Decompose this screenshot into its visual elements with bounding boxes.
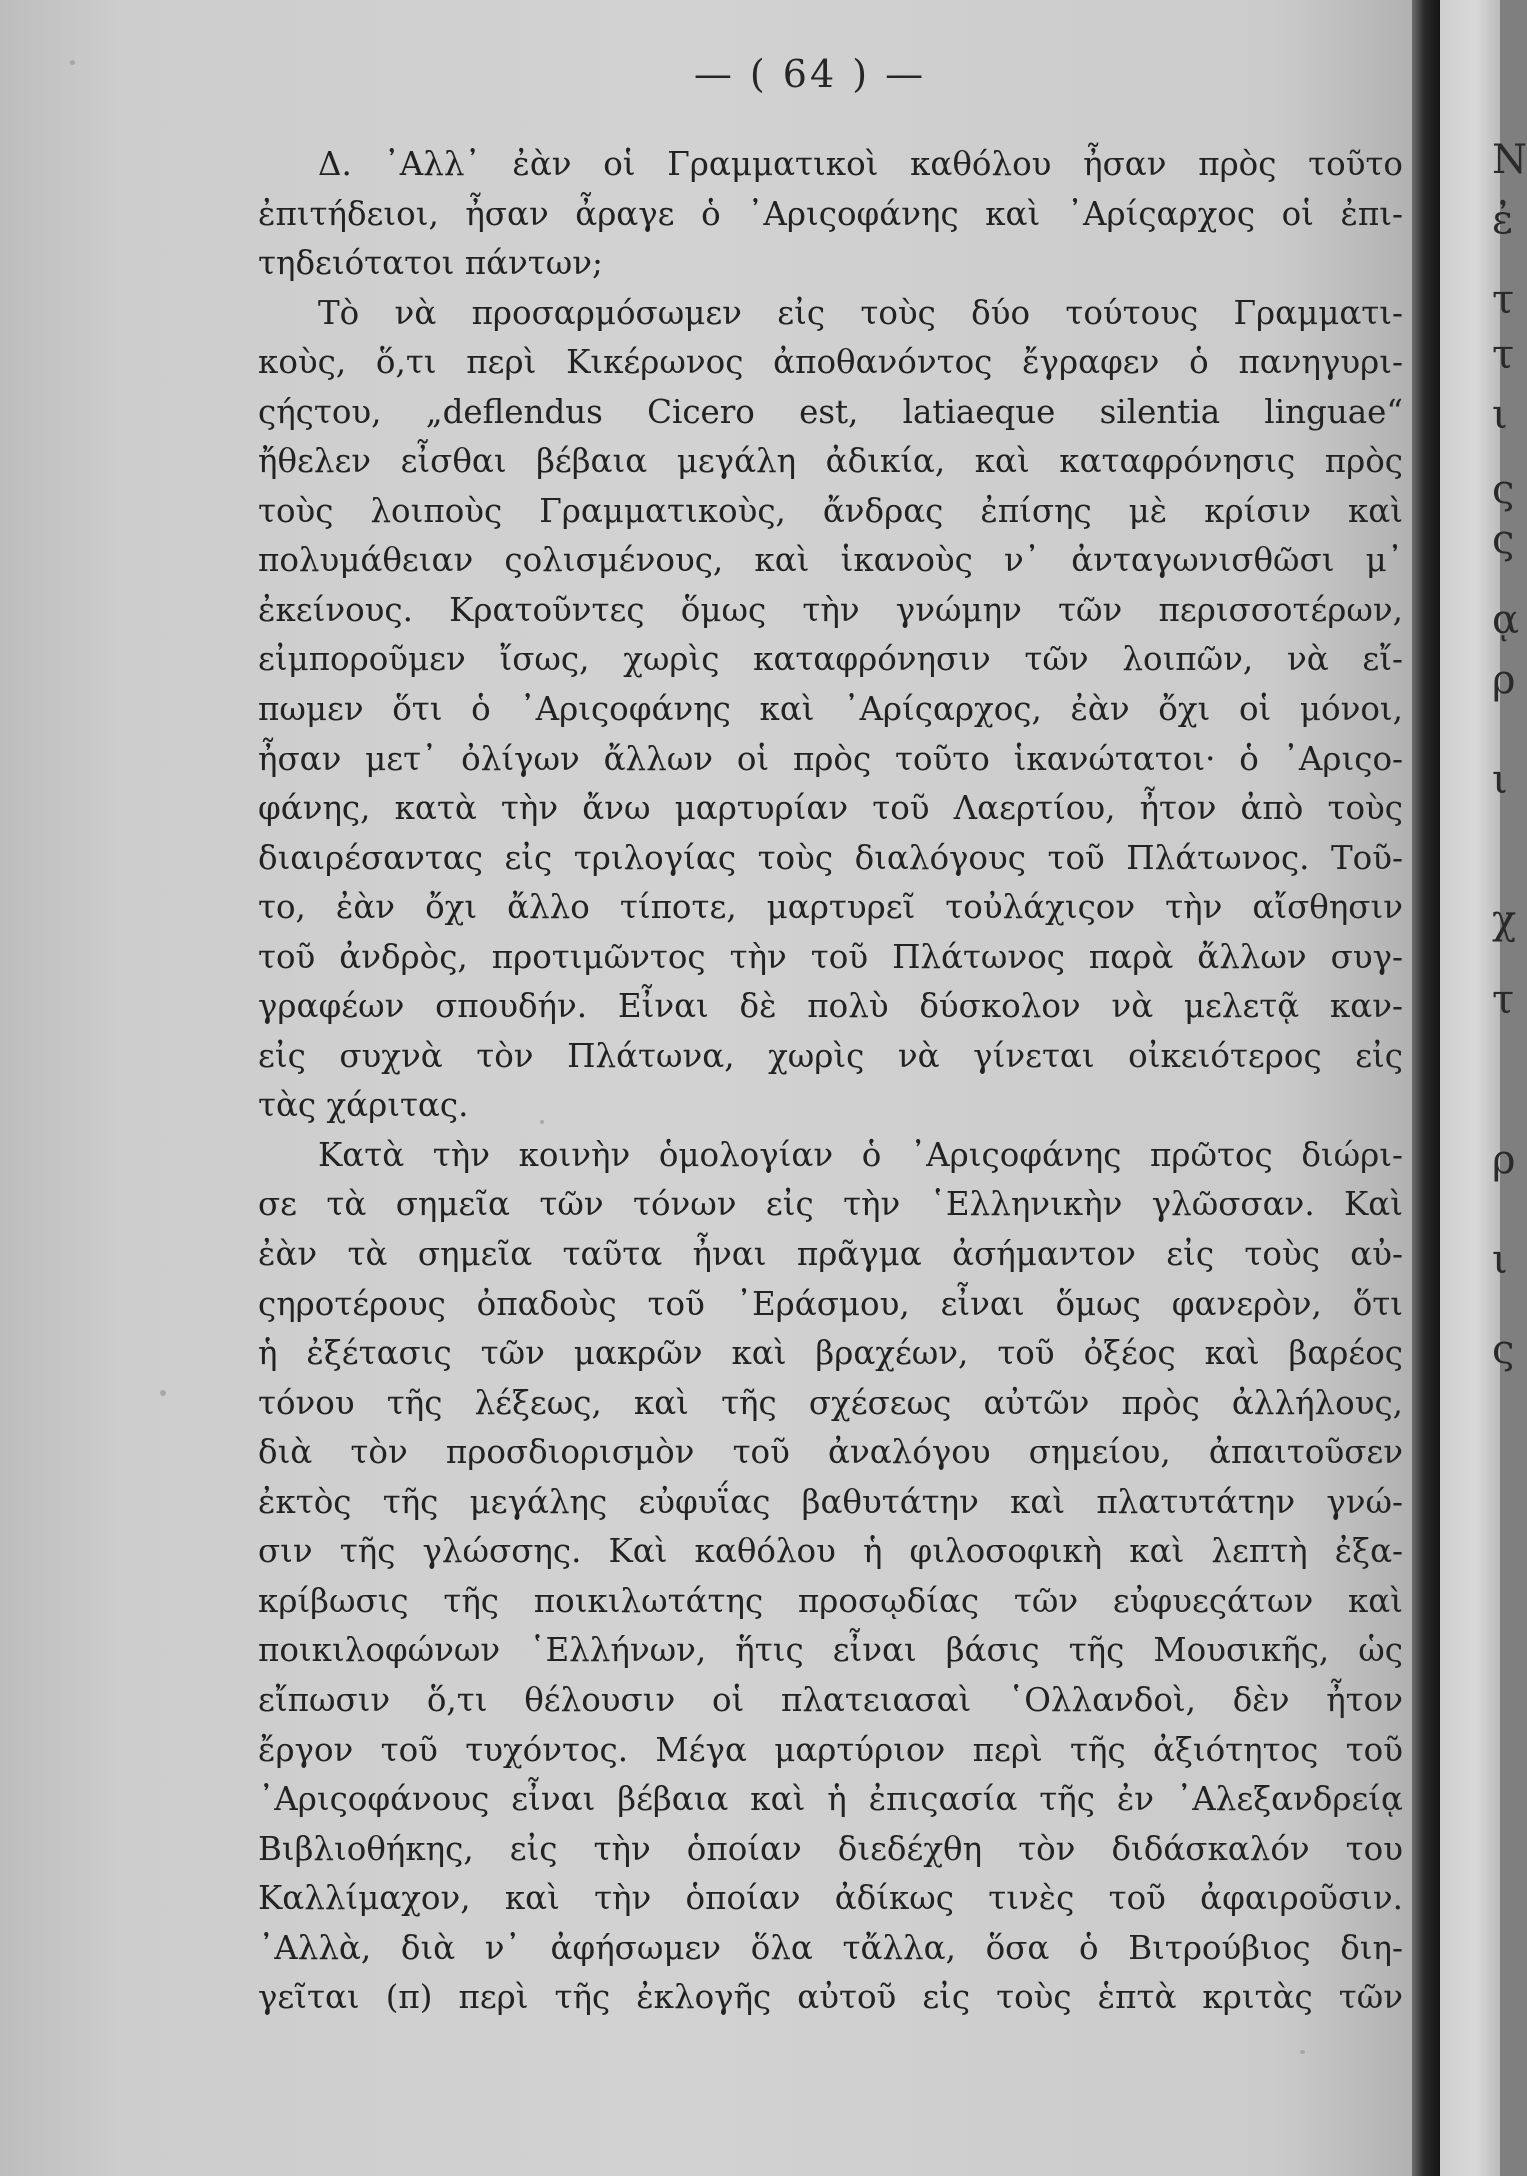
text-line: Δ. ᾿Αλλ᾿ ἐὰν οἱ Γραμματικοὶ καθόλου ἦσαν πρὸς τοῦτο [318,145,1403,183]
facing-page-letter: χ [1492,897,1517,943]
text-line: σε τὰ σημεῖα τῶν τόνων εἰς τὴν ῾Ελληνικὴν γλῶσσαν. Καὶ [258,1185,1403,1224]
text-line: γραφέων σπουδήν. Εἶναι δὲ πολὺ δύσκολον νὰ μελετᾷ καν- [258,987,1403,1026]
facing-page-letter: τ [1492,277,1515,323]
text-line: ἔργον τοῦ τυχόντος. Μέγα μαρτύριον περὶ τῆς ἀξιότητος τοῦ [258,1730,1403,1769]
text-line: εἴπωσιν ὅ,τι θέλουσιν οἱ πλατειασαὶ ῾Ολλανδοὶ, δὲν ἦτον [258,1680,1403,1719]
text-line: τηδειότατοι πάντων; [258,244,603,283]
text-line: εἰς συχνὰ τὸν Πλάτωνα, χωρὶς νὰ γίνεται οἰκειότερος εἰς [258,1036,1403,1075]
text-line: ἤθελεν εἶσθαι βέβαια μεγάλη ἀδικία, καὶ καταφρόνησις πρὸς [258,442,1403,481]
text-line: ᾿Αριςοφάνους εἶναι βέβαια καὶ ἡ ἐπιςασία τῆς ἐν ᾿Αλεξανδρείᾳ [258,1780,1403,1819]
text-line: πωμεν ὅτι ὁ ᾿Αριςοφάνης καὶ ᾿Αρίςαρχος, ἐὰν ὄχι οἱ μόνοι, [258,690,1403,729]
text-line: ἐὰν τὰ σημεῖα ταῦτα ἦναι πρᾶγμα ἀσήμαντον εἰς τοὺς αὐ- [258,1235,1403,1274]
text-line: ᾿Αλλὰ, διὰ ν᾿ ἀφήσωμεν ὅλα τἄλλα, ὅσα ὁ Βιτρούβιος διη- [258,1928,1403,1967]
text-line: ςήςτου, „deflendus Cicero est, latiaeque silentia linguae“ [258,392,1403,431]
text-line: τὰς χάριτας. [258,1086,469,1125]
text-line: διαιρέσαντας εἰς τριλογίας τοὺς διαλόγους τοῦ Πλάτωνος. Τοῦ- [258,838,1403,877]
facing-page-letter: ᾳ [1492,597,1520,643]
facing-page-letter: ι [1492,757,1508,803]
text-line: διὰ τὸν προσδιορισμὸν τοῦ ἀναλόγου σημείου, ἀπαιτοῦσεν [258,1433,1403,1472]
text-line: Καλλίμαχον, καὶ τὴν ὁποίαν ἀδίκως τινὲς τοῦ ἀφαιροῦσιν. [258,1879,1403,1918]
text-line: τόνου τῆς λέξεως, καὶ τῆς σχέσεως αὐτῶν πρὸς ἀλλήλους, [258,1383,1403,1422]
text-line: Βιβλιοθήκης, εἰς τὴν ὁποίαν διεδέχθη τὸν διδάσκαλόν του [258,1829,1403,1868]
text-line: Τὸ νὰ προσαρμόσωμεν εἰς τοὺς δύο τούτους Γραμματι- [318,293,1403,332]
facing-page-letter: ς [1492,1327,1515,1373]
facing-page-letter: ρ [1492,657,1516,703]
text-line: ἦσαν μετ᾿ ὀλίγων ἄλλων οἱ πρὸς τοῦτο ἱκανώτατοι· ὁ ᾿Αριςο- [258,739,1403,778]
text-line: φάνης, κατὰ τὴν ἄνω μαρτυρίαν τοῦ Λαερτίου, ἦτον ἀπὸ τοὺς [258,789,1403,828]
book-gutter-shadow [1412,0,1440,2176]
paper-speck [1300,2050,1305,2054]
text-line: εἰμποροῦμεν ἴσως, χωρὶς καταφρόνησιν τῶν λοιπῶν, νὰ εἴ- [258,640,1403,679]
text-line: τοὺς λοιποὺς Γραμματικοὺς, ἄνδρας ἐπίσης μὲ κρίσιν καὶ [258,491,1403,530]
text-line: ἐκείνους. Κρατοῦντες ὅμως τὴν γνώμην τῶν περισσοτέρων, [258,590,1403,629]
text-line: κρίβωσις τῆς ποικιλωτάτης προσῳδίας τῶν εὐφυεςάτων καὶ [258,1581,1403,1620]
paper-speck [70,60,75,65]
text-line: γεῖται (π) περὶ τῆς ἐκλογῆς αὐτοῦ εἰς τοὺς ἑπτὰ κριτὰς τῶν [258,1978,1403,2017]
text-line: τοῦ ἀνδρὸς, προτιμῶντος τὴν τοῦ Πλάτωνος παρὰ ἄλλων συγ- [258,937,1403,976]
facing-page-letter: τ [1492,332,1515,378]
text-line: ἐκτὸς τῆς μεγάλης εὐφυΐας βαθυτάτην καὶ πλατυτάτην γνώ- [258,1482,1403,1521]
body-text [258,140,1403,2023]
facing-page-letter: ς [1492,467,1515,513]
paper-speck [540,1120,544,1124]
text-line: το, ἐὰν ὄχι ἄλλο τίποτε, μαρτυρεῖ τοὐλάχιςον τὴν αἴσθησιν [258,888,1403,927]
paper-speck [160,1390,166,1396]
facing-page-letter: ἐ [1492,197,1514,243]
text-line: ἡ ἐξέτασις τῶν μακρῶν καὶ βραχέων, τοῦ ὀξέος καὶ βαρέος [258,1334,1403,1373]
text-line: πολυμάθειαν ςολισμένους, καὶ ἱκανοὺς ν᾿ ἀνταγωνισθῶσι μ᾿ [258,541,1403,580]
facing-page-edge [1440,0,1527,2176]
text-line: ποικιλοφώνων ῾Ελλήνων, ἥτις εἶναι βάσις τῆς Μουσικῆς, ὡς [258,1631,1403,1670]
text-line: κοὺς, ὅ,τι περὶ Κικέρωνος ἀποθανόντος ἔγραφεν ὁ πανηγυρι- [258,343,1403,382]
text-line: Κατὰ τὴν κοινὴν ὁμολογίαν ὁ ᾿Αριςοφάνης πρῶτος διώρι- [318,1135,1403,1174]
text-line: ἐπιτήδειοι, ἦσαν ἆραγε ὁ ᾿Αριςοφάνης καὶ ᾿Αρίςαρχος οἱ ἐπι- [258,194,1403,233]
facing-page-letter: Ν [1492,137,1527,183]
facing-page-letter: ι [1492,1237,1508,1283]
facing-page-letter: ρ [1492,1137,1516,1183]
facing-page-letter: ς [1492,517,1515,563]
facing-page-letter: τ [1492,977,1515,1023]
page-number-header: — ( 64 ) — [693,52,927,96]
text-line: σιν τῆς γλώσσης. Καὶ καθόλου ἡ φιλοσοφικὴ καὶ λεπτὴ ἐξα- [258,1532,1403,1571]
facing-page-letter: ι [1492,392,1508,438]
text-line: ςηροτέρους ὀπαδοὺς τοῦ ᾿Εράσμου, εἶναι ὅμως φανερὸν, ὅτι [258,1284,1403,1323]
